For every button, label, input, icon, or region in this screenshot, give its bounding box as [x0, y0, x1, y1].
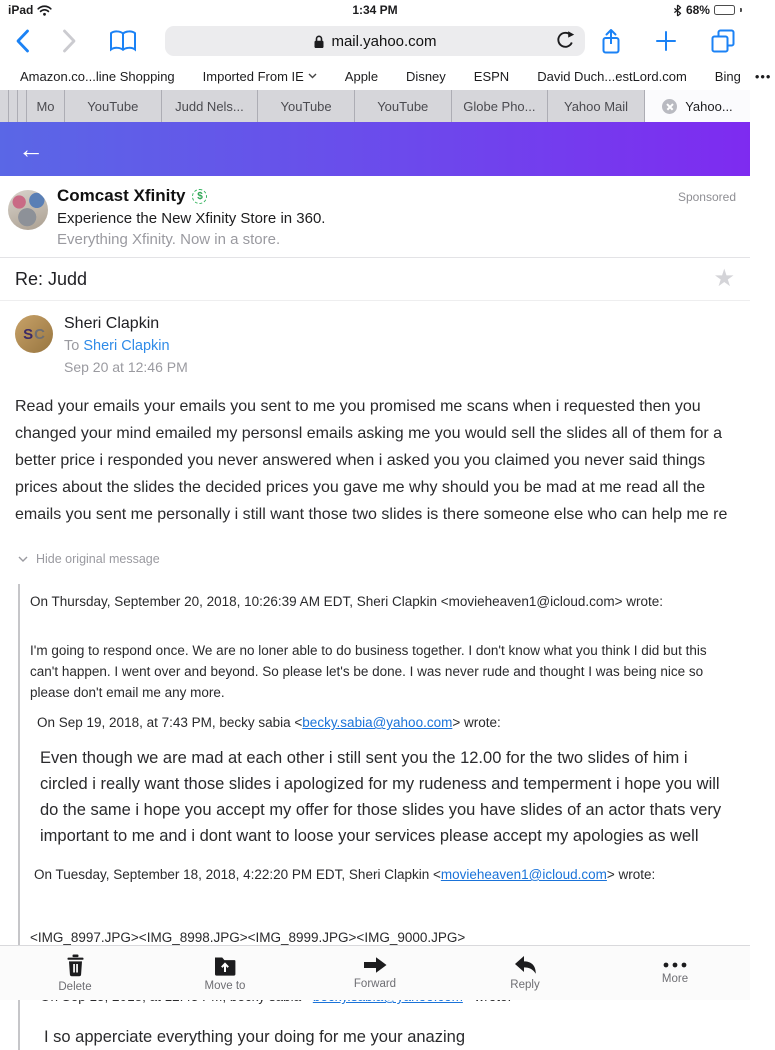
battery-tip: [740, 8, 742, 12]
refresh-icon[interactable]: [555, 30, 576, 51]
tab-collapsed[interactable]: [0, 90, 9, 122]
forward-arrow-icon: [362, 956, 388, 974]
bookmark-apple[interactable]: Apple: [344, 68, 379, 84]
trash-icon: [65, 954, 86, 977]
email-subject: Re: Judd: [15, 268, 88, 289]
forward-button[interactable]: [61, 28, 78, 54]
more-dots-icon: [662, 961, 688, 969]
tab-globe-pho[interactable]: Globe Pho...: [452, 90, 549, 122]
battery-icon: [714, 5, 735, 15]
bluetooth-icon: [673, 4, 682, 17]
sender-block: [0, 301, 750, 381]
tab-youtube-1[interactable]: YouTube: [65, 90, 162, 122]
wifi-icon: [37, 5, 52, 16]
ad-headline: Experience the New Xfinity Store in 360.: [57, 210, 326, 227]
sender-name: Sheri Clapkin: [64, 315, 160, 332]
attachment-filenames: <IMG_8997.JPG><IMG_8998.JPG><IMG_8999.JPG><IMG_9000.JPG>: [30, 930, 466, 945]
share-icon[interactable]: [600, 28, 622, 55]
email-date: Sep 20 at 12:46 PM: [64, 359, 188, 375]
collapse-chevron-icon: [18, 556, 28, 563]
sponsored-ad[interactable]: [0, 176, 750, 258]
bookmark-disney[interactable]: Disney: [406, 68, 446, 84]
close-tab-icon[interactable]: [662, 99, 677, 114]
lock-icon: [313, 34, 325, 49]
bookmark-amazon[interactable]: Amazon.co...line Shopping: [20, 68, 175, 84]
star-icon[interactable]: ★: [713, 265, 735, 292]
tab-judd-nels[interactable]: Judd Nels...: [162, 90, 259, 122]
recipient-link[interactable]: Sheri Clapkin: [83, 338, 170, 354]
clock: 1:34 PM: [352, 3, 398, 17]
quote-header-3: On Tuesday, September 18, 2018, 4:22:20 PM EDT, Sheri Clapkin <movieheaven1@icloud.com> wrote:: [34, 867, 656, 882]
quote-paragraph-2: Even though we are mad at each other i still sent you the 12.00 for the two slides of him i circled i really want those slides i apologized for my rudeness and temperment i hope you will do the same i hope you accept my offer for those slides you have slides of an actor thats very important to me and i dont want to loose your services please accept my apologies as well: [40, 749, 722, 845]
safari-toolbar: [0, 20, 750, 62]
recipient-line: To Sheri Clapkin: [64, 338, 170, 354]
carrier-label: iPad: [8, 3, 34, 17]
tab-yahoo-active[interactable]: Yahoo...: [645, 90, 750, 122]
sender-avatar[interactable]: S C: [15, 315, 53, 353]
delete-button[interactable]: Delete: [0, 946, 150, 1000]
ad-avatar: [8, 190, 48, 230]
battery-percent: 68%: [685, 3, 710, 17]
quote-paragraph-3: I so apperciate everything your doing for me your anazing: [44, 1028, 465, 1046]
tab-collapsed[interactable]: [18, 90, 27, 122]
reply-button[interactable]: Reply: [450, 946, 600, 1000]
status-bar: [0, 0, 750, 20]
new-tab-icon[interactable]: [654, 29, 678, 53]
move-to-button[interactable]: Move to: [150, 946, 300, 1000]
sponsored-dollar-icon: $: [192, 189, 207, 204]
folder-move-icon: [213, 955, 237, 976]
mail-header: [0, 122, 750, 176]
hide-original-toggle[interactable]: Hide original message: [0, 528, 750, 576]
tab-mo[interactable]: Mo: [27, 90, 65, 122]
ad-subtext: Everything Xfinity. Now in a store.: [57, 231, 281, 248]
bookmark-imported-from-ie[interactable]: Imported From IE: [189, 69, 331, 84]
email-link[interactable]: becky.sabia@yahoo.com: [302, 715, 453, 730]
bookmark-espn[interactable]: ESPN: [473, 68, 510, 84]
chevron-down-icon: [308, 73, 317, 79]
back-button[interactable]: [14, 28, 31, 54]
sponsored-label: Sponsored: [677, 190, 736, 204]
tab-youtube-3[interactable]: YouTube: [355, 90, 452, 122]
forward-button-mail[interactable]: Forward: [300, 946, 450, 1000]
email-body: Read your emails your emails you sent to me you promised me scans when i requested then you changed your mind emailed my personsl emails asking me you would sell the slides all of them for a better price i responded you never answered when i asked you you claimed you never said things prices about the slides the decided prices you gave me why should you be mad at me read all the emails you sent me personally i still want those two slides is there someone else who can help me re: [15, 398, 728, 523]
quote-header-2: On Sep 19, 2018, at 7:43 PM, becky sabia <becky.sabia@yahoo.com> wrote:: [37, 715, 501, 730]
quote-header-1: On Thursday, September 20, 2018, 10:26:39 AM EDT, Sheri Clapkin <movieheaven1@icloud.com> wrote:: [30, 594, 664, 609]
bookmark-bing[interactable]: Bing: [714, 68, 741, 84]
tab-youtube-2[interactable]: YouTube: [258, 90, 355, 122]
bookmarks-overflow-icon[interactable]: •••: [754, 68, 772, 84]
quote-paragraph-1: I'm going to respond once. We are no loner able to do business together. I don't know what you think I did but this can't happen. I went over and beyond. So please let's be done. I was never rude and thought I was being nice so please don't email me any more.: [30, 643, 707, 700]
tab-bar: [0, 90, 750, 122]
favorites-bar: [0, 62, 772, 90]
action-toolbar: [0, 945, 750, 1000]
more-button[interactable]: More: [600, 946, 750, 1000]
back-arrow-icon[interactable]: ←: [18, 134, 44, 164]
subject-row: [0, 258, 750, 301]
bookmark-david-duch[interactable]: David Duch...estLord.com: [537, 68, 687, 84]
tab-yahoo-mail[interactable]: Yahoo Mail: [548, 90, 645, 122]
ad-title: Comcast Xfinity: [57, 186, 186, 205]
tabs-icon[interactable]: [710, 28, 736, 54]
url-text: mail.yahoo.com: [331, 32, 437, 50]
address-bar[interactable]: [165, 26, 585, 56]
reply-arrow-icon: [513, 955, 537, 975]
bookmarks-icon[interactable]: [108, 28, 138, 54]
email-link[interactable]: movieheaven1@icloud.com: [440, 867, 607, 882]
tab-collapsed[interactable]: [9, 90, 18, 122]
